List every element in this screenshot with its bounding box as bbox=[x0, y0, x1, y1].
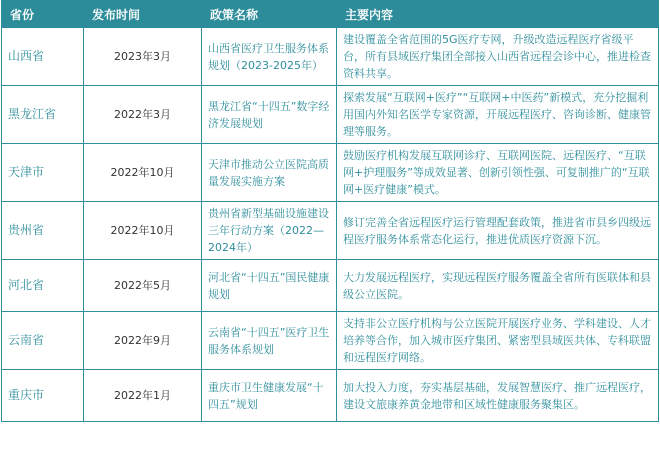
cell-policy: 云南省“十四五”医疗卫生服务体系规划 bbox=[202, 312, 337, 370]
table-row bbox=[2, 28, 659, 86]
cell-content: 建设覆盖全省范围的5G医疗专网，升级改造远程医疗省级平台，所有县域医疗集团全部接入山西省远程会诊中心，推进检查资料共享。 bbox=[337, 28, 659, 86]
cell-content: 鼓励医疗机构发展互联网诊疗、互联网医院、远程医疗、“互联网+护理服务”等成效显著、创新引领性强、可复制推广的“互联网+医疗健康”模式。 bbox=[337, 144, 659, 202]
cell-date: 2022年10月 bbox=[84, 202, 202, 260]
cell-province: 天津市 bbox=[2, 144, 84, 202]
table-row bbox=[2, 312, 659, 370]
cell-policy: 河北省“十四五”国民健康规划 bbox=[202, 260, 337, 312]
cell-province: 重庆市 bbox=[2, 370, 84, 422]
cell-content: 修订完善全省远程医疗运行管理配套政策，推进省市县乡四级远程医疗服务体系常态化运行，推进优质医疗资源下沉。 bbox=[337, 202, 659, 260]
cell-province: 黑龙江省 bbox=[2, 86, 84, 144]
cell-date: 2022年3月 bbox=[84, 86, 202, 144]
cell-province: 山西省 bbox=[2, 28, 84, 86]
policy-table bbox=[1, 0, 659, 422]
cell-content: 支持非公立医疗机构与公立医院开展医疗业务、学科建设、人才培养等合作，加入城市医疗集团、紧密型县域医共体、专科联盟和远程医疗网络。 bbox=[337, 312, 659, 370]
header-policy: 政策名称 bbox=[202, 1, 337, 28]
cell-date: 2022年1月 bbox=[84, 370, 202, 422]
header-content: 主要内容 bbox=[337, 1, 659, 28]
table-row bbox=[2, 202, 659, 260]
cell-policy: 山西省医疗卫生服务体系规划（2023-2025年） bbox=[202, 28, 337, 86]
table-row bbox=[2, 144, 659, 202]
cell-policy: 贵州省新型基础设施建设三年行动方案（2022—2024年） bbox=[202, 202, 337, 260]
table-header-row bbox=[2, 1, 659, 28]
cell-date: 2022年5月 bbox=[84, 260, 202, 312]
header-province: 省份 bbox=[2, 1, 84, 28]
header-date: 发布时间 bbox=[84, 1, 202, 28]
cell-province: 贵州省 bbox=[2, 202, 84, 260]
cell-province: 河北省 bbox=[2, 260, 84, 312]
cell-policy: 黑龙江省“十四五”数字经济发展规划 bbox=[202, 86, 337, 144]
cell-policy: 天津市推动公立医院高质量发展实施方案 bbox=[202, 144, 337, 202]
cell-content: 大力发展远程医疗，实现远程医疗服务覆盖全省所有医联体和县级公立医院。 bbox=[337, 260, 659, 312]
table-row bbox=[2, 260, 659, 312]
table-row bbox=[2, 86, 659, 144]
cell-date: 2022年9月 bbox=[84, 312, 202, 370]
cell-date: 2022年10月 bbox=[84, 144, 202, 202]
cell-date: 2023年3月 bbox=[84, 28, 202, 86]
cell-content: 探索发展“互联网+医疗”“互联网+中医药”新模式，充分挖掘利用国内外知名医学专家资源，开展远程医疗、咨询诊断、健康管理等服务。 bbox=[337, 86, 659, 144]
cell-policy: 重庆市卫生健康发展“十四五”规划 bbox=[202, 370, 337, 422]
cell-province: 云南省 bbox=[2, 312, 84, 370]
cell-content: 加大投入力度，夯实基层基础，发展智慧医疗、推广远程医疗，建设文旅康养黄金地带和区域性健康服务聚集区。 bbox=[337, 370, 659, 422]
table-row bbox=[2, 370, 659, 422]
